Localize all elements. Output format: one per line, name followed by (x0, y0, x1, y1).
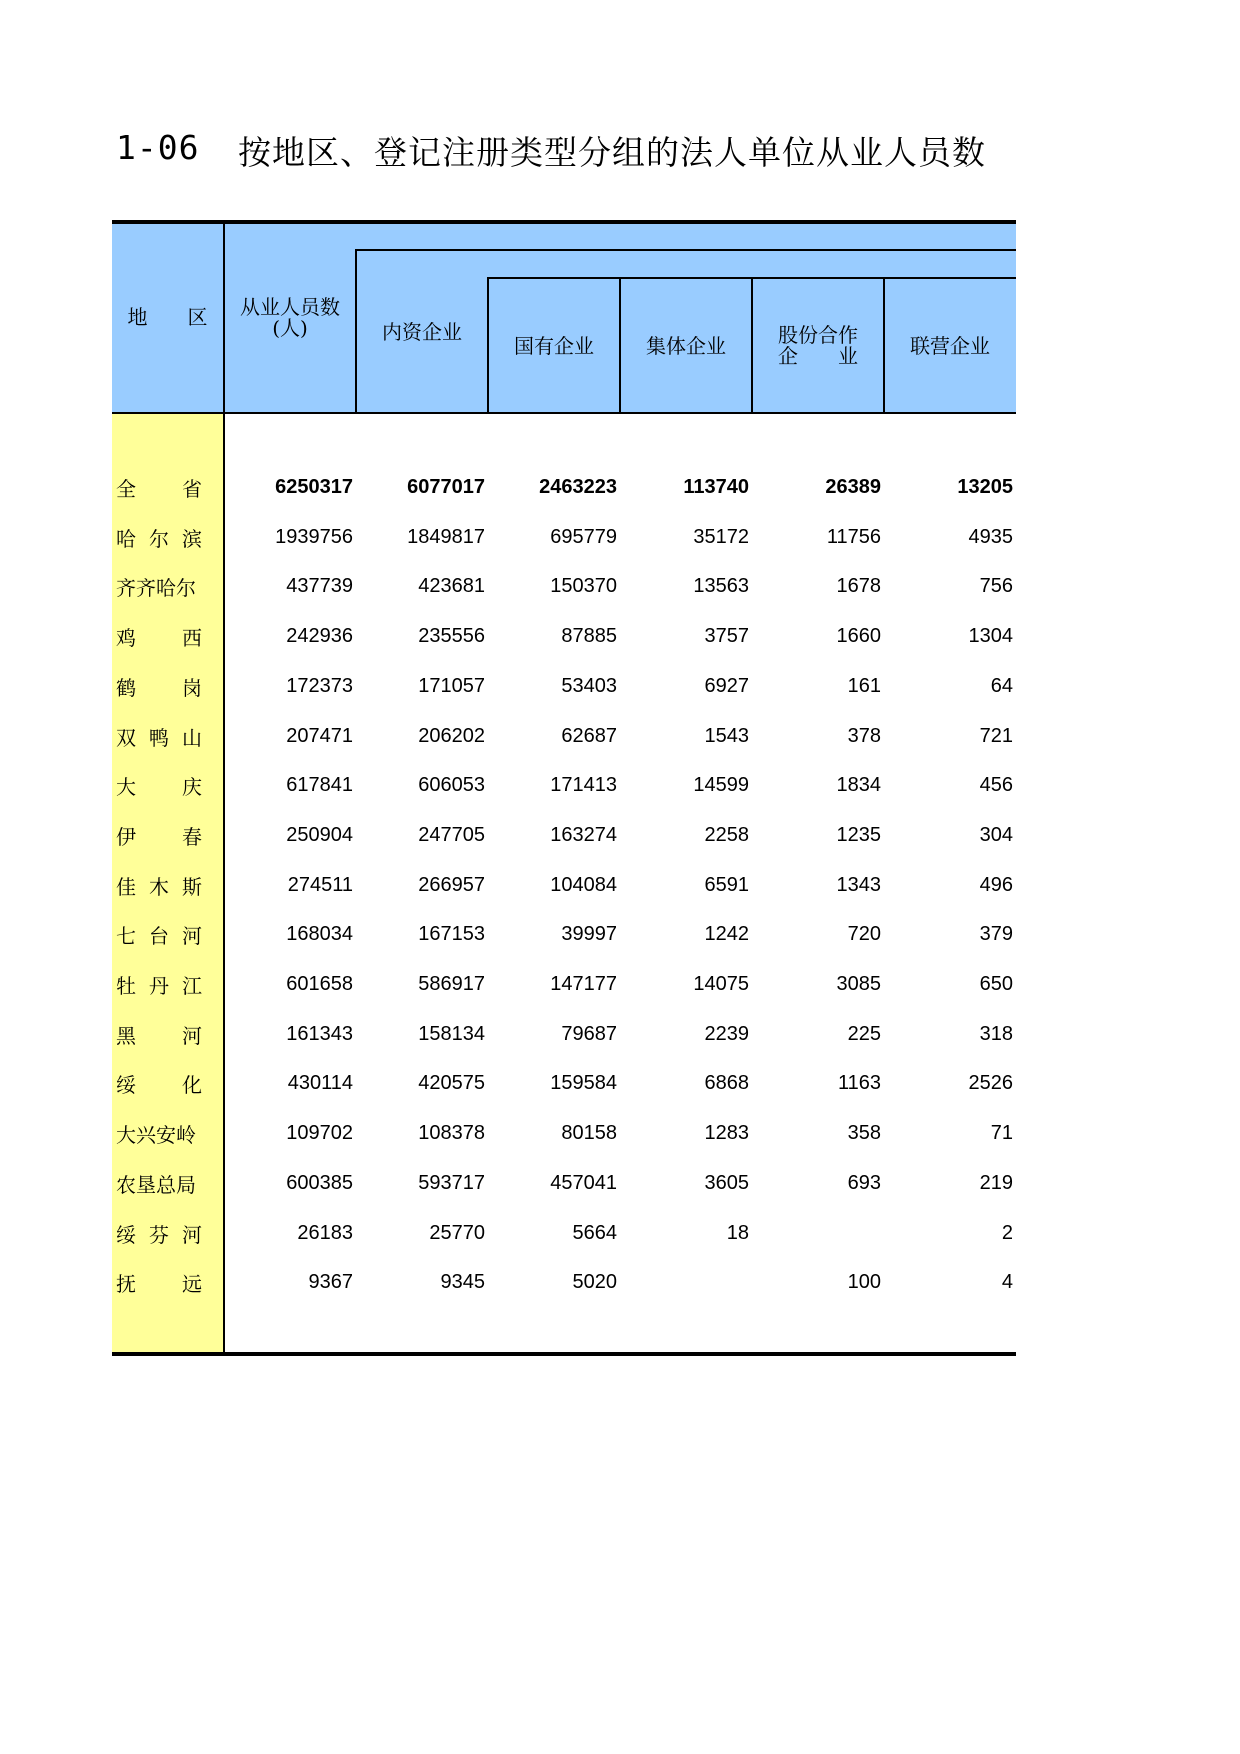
region-name-part: 西 (182, 625, 202, 650)
table-cell: 1283 (704, 1122, 749, 1144)
header-state-owned-label: 国有企业 (514, 333, 594, 358)
region-name-part: 七 (116, 923, 136, 948)
table-cell: 113740 (683, 476, 749, 498)
header-collective-label: 集体企业 (646, 333, 726, 358)
region-name-part: 河 (182, 1222, 202, 1247)
header-domestic (357, 251, 487, 413)
region-name-part: 绥 (116, 1222, 136, 1247)
header-region (112, 222, 223, 413)
table-cell: 18 (726, 1222, 749, 1244)
table-cell: 586917 (418, 973, 485, 995)
table-cell: 1660 (836, 625, 881, 647)
region-name-part: 庆 (182, 774, 202, 799)
table-cell: 695779 (550, 526, 617, 548)
table-cell: 225 (847, 1023, 881, 1045)
table-cell: 207471 (286, 725, 353, 747)
table-cell: 1834 (836, 774, 881, 796)
region-name (116, 671, 202, 701)
table-cell: 35172 (693, 526, 749, 548)
region-name-part: 牡 (116, 973, 136, 998)
table-cell: 104084 (550, 874, 617, 896)
table-cell: 617841 (286, 774, 353, 796)
table-cell: 53403 (561, 675, 617, 697)
region-name (116, 1068, 202, 1098)
table-cell: 9345 (440, 1271, 485, 1293)
table-cell: 9367 (308, 1271, 353, 1293)
table-cell: 2239 (704, 1023, 749, 1045)
region-name (116, 1267, 202, 1297)
region-name-part: 山 (182, 725, 202, 750)
table-cell: 456 (979, 774, 1013, 796)
header-shareholding (753, 279, 883, 413)
table-cell: 318 (979, 1023, 1013, 1045)
region-name (116, 522, 202, 552)
table-cell: 600385 (286, 1172, 353, 1194)
region-name-part: 岗 (182, 675, 202, 700)
region-name (116, 621, 202, 651)
table-cell: 161 (847, 675, 881, 697)
region-name-part: 河 (182, 1023, 202, 1048)
region-name-part: 鸭 (149, 725, 169, 750)
table-cell: 158134 (418, 1023, 485, 1045)
table-cell: 159584 (550, 1072, 617, 1094)
table-cell: 87885 (561, 625, 617, 647)
region-name (116, 1218, 202, 1248)
header-shareholding-line2: 企 业 (778, 344, 858, 368)
header-shareholding-line1: 股份合作 (778, 323, 858, 347)
table-cell: 11756 (826, 526, 881, 548)
header-joint (885, 279, 1015, 413)
table-cell: 147177 (550, 973, 617, 995)
table-cell: 4 (1001, 1271, 1013, 1293)
table-cell: 1235 (836, 824, 881, 846)
region-name-part: 抚 (116, 1271, 136, 1296)
table-cell: 13205 (957, 476, 1013, 498)
header-joint-label: 联营企业 (910, 333, 990, 358)
header-total (225, 222, 355, 413)
table-cell: 14075 (693, 973, 749, 995)
region-name-part: 大 (116, 774, 136, 799)
table-cell: 4935 (968, 526, 1013, 548)
region-name (116, 1019, 202, 1049)
header-region-label: 地 区 (127, 305, 208, 329)
table-cell: 1304 (968, 625, 1013, 647)
table-cell: 6250317 (275, 476, 353, 498)
table-cell: 80158 (561, 1122, 617, 1144)
region-name-part: 鸡 (116, 625, 136, 650)
table-cell: 3085 (836, 973, 881, 995)
table-cell: 1939756 (275, 526, 353, 548)
table-cell: 496 (979, 874, 1013, 896)
table-cell: 6591 (704, 874, 749, 896)
table-cell: 235556 (418, 625, 485, 647)
region-name-part: 省 (182, 476, 202, 501)
table-cell: 171413 (550, 774, 617, 796)
region-name-part: 哈 (116, 526, 136, 551)
table-cell: 163274 (550, 824, 617, 846)
table-cell: 437739 (286, 575, 353, 597)
region-name-part: 全 (116, 476, 136, 501)
bottom-rule (112, 1352, 1016, 1356)
table-cell: 457041 (550, 1172, 617, 1194)
page-title: 按地区、登记注册类型分组的法人单位从业人员数 (238, 133, 986, 172)
table-cell: 168034 (286, 923, 353, 945)
region-name-part: 伊 (116, 824, 136, 849)
table-cell: 1242 (704, 923, 749, 945)
region-name (116, 870, 202, 900)
region-name-part: 丹 (149, 973, 169, 998)
table-cell: 71 (990, 1122, 1013, 1144)
region-name-part: 江 (182, 973, 202, 998)
table-cell: 266957 (418, 874, 485, 896)
region-name (116, 969, 202, 999)
table-cell: 3605 (704, 1172, 749, 1194)
table-cell: 2258 (704, 824, 749, 846)
table-cell: 14599 (693, 774, 749, 796)
table-cell: 242936 (286, 625, 353, 647)
region-name (116, 919, 202, 949)
table-cell: 2 (1001, 1222, 1013, 1244)
region-name-part: 化 (182, 1072, 202, 1097)
region-name-part: 鹤 (116, 675, 136, 700)
table-cell: 593717 (418, 1172, 485, 1194)
table-cell: 358 (847, 1122, 881, 1144)
table-cell: 693 (847, 1172, 881, 1194)
region-name-part: 河 (182, 923, 202, 948)
table-cell: 304 (979, 824, 1013, 846)
table-number: 1-06 (116, 128, 200, 167)
region-name (116, 820, 202, 850)
table-cell: 26183 (297, 1222, 353, 1244)
table-cell: 167153 (418, 923, 485, 945)
table-cell: 5664 (572, 1222, 617, 1244)
region-name-part: 尔 (149, 526, 169, 551)
table-cell: 100 (847, 1271, 881, 1293)
table-cell: 171057 (418, 675, 485, 697)
region-name-part: 春 (182, 824, 202, 849)
table-cell: 1163 (837, 1072, 881, 1094)
region-name-part: 黑 (116, 1023, 136, 1048)
table-cell: 79687 (561, 1023, 617, 1045)
table-cell: 1678 (836, 575, 881, 597)
region-name-part: 佳 (116, 874, 136, 899)
region-name-part: 齐齐哈尔 (116, 575, 196, 600)
table-cell: 379 (979, 923, 1013, 945)
table-cell: 423681 (418, 575, 485, 597)
table-cell: 650 (979, 973, 1013, 995)
table-cell: 172373 (286, 675, 353, 697)
table-cell: 250904 (286, 824, 353, 846)
table-cell: 39997 (561, 923, 617, 945)
table-cell: 430114 (287, 1072, 353, 1094)
table-cell: 2526 (968, 1072, 1013, 1094)
header-state-owned (489, 279, 619, 413)
region-name-part: 芬 (149, 1222, 169, 1247)
table-cell: 756 (979, 575, 1013, 597)
region-name-part: 绥 (116, 1072, 136, 1097)
table-cell: 274511 (287, 874, 353, 896)
table-cell: 6077017 (407, 476, 485, 498)
table-cell: 6868 (704, 1072, 749, 1094)
table-cell: 25770 (429, 1222, 485, 1244)
region-name (116, 472, 202, 502)
table-cell: 420575 (418, 1072, 485, 1094)
table-cell: 721 (979, 725, 1013, 747)
table-cell: 1543 (704, 725, 749, 747)
header-total-line1: 从业人员数 (240, 294, 340, 319)
table-cell: 247705 (418, 824, 485, 846)
region-name (116, 571, 202, 601)
region-name-part: 远 (182, 1271, 202, 1296)
table-cell: 1343 (836, 874, 881, 896)
region-name-part: 滨 (182, 526, 202, 551)
region-name-part: 木 (149, 874, 169, 899)
header-domestic-label: 内资企业 (382, 319, 462, 344)
header-total-line2: (人) (272, 315, 308, 340)
table-cell: 219 (979, 1172, 1013, 1194)
table-cell: 601658 (286, 973, 353, 995)
region-name (116, 770, 202, 800)
region-name-part: 斯 (182, 874, 202, 899)
table-cell: 161343 (286, 1023, 353, 1045)
table-cell: 606053 (418, 774, 485, 796)
header-collective (621, 279, 751, 413)
region-name-part: 台 (149, 923, 169, 948)
region-name (116, 1168, 202, 1198)
table-cell: 2463223 (539, 476, 617, 498)
region-name (116, 721, 202, 751)
region-name-part: 大兴安岭 (116, 1122, 196, 1147)
table-cell: 64 (990, 675, 1013, 697)
region-name-part: 农垦总局 (116, 1172, 196, 1197)
region-name (116, 1118, 202, 1148)
table-cell (755, 1218, 881, 1248)
table-cell: 720 (847, 923, 881, 945)
table-cell: 378 (847, 725, 881, 747)
table-cell: 206202 (418, 725, 485, 747)
table-cell: 6927 (704, 675, 749, 697)
table-cell: 26389 (825, 476, 881, 498)
region-name-part: 双 (116, 725, 136, 750)
table-cell: 13563 (693, 575, 749, 597)
table-cell: 150370 (550, 575, 617, 597)
table-cell: 109702 (286, 1122, 353, 1144)
table-cell: 5020 (572, 1271, 617, 1293)
table-cell: 62687 (561, 725, 617, 747)
table-cell (623, 1267, 749, 1297)
table-cell: 108378 (418, 1122, 485, 1144)
table-cell: 1849817 (407, 526, 485, 548)
table-cell: 3757 (704, 625, 749, 647)
